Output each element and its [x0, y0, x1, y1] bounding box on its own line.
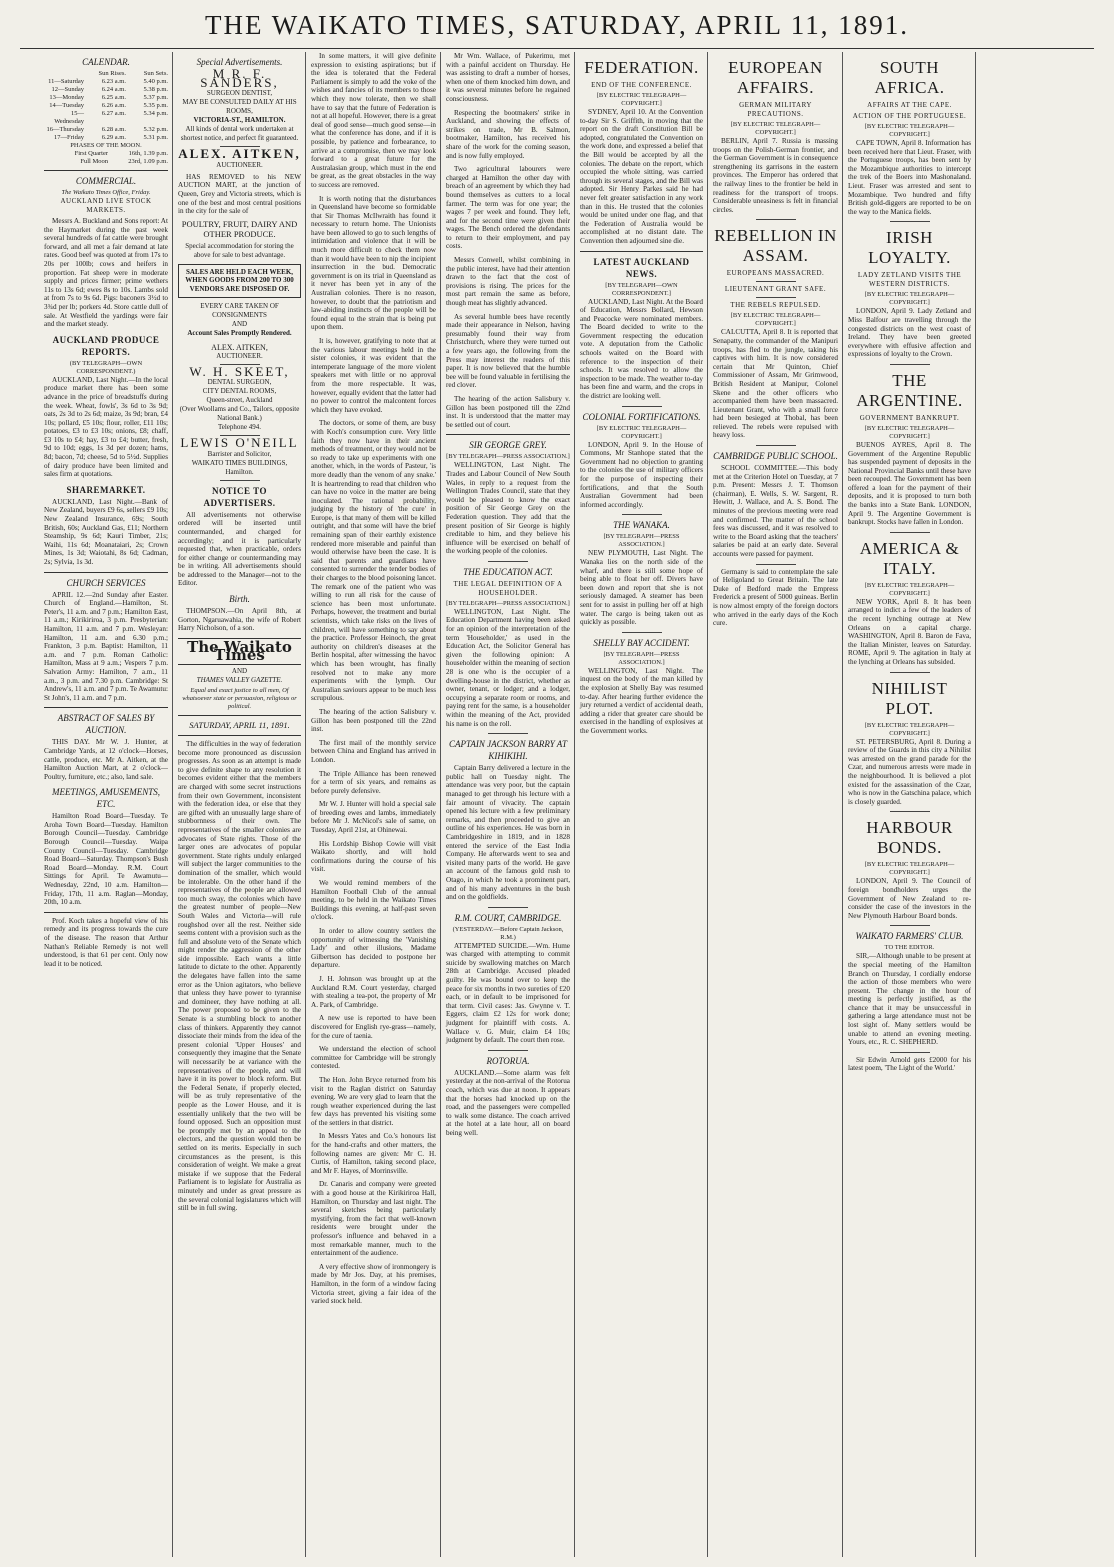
birth-text: THOMPSON.—On April 8th, at Gorton, Ngaruawahia, the wife of Robert Harry Nicholson, of a son.	[178, 607, 301, 633]
nihilist-telegraph: [BY ELECTRIC TELEGRAPH—COPYRIGHT.]	[864, 721, 955, 737]
shelly-text: WELLINGTON, Last Night. The inquest on the body of the man killed by the explosion at Shelly Bay was resumed to-day. After hearing further evidence the jury returned a verdict of accidental death, adding a rider that greater care should be exercised in the handling of explosives at the Government works.	[580, 666, 703, 735]
calendar-cell: 6.25 a.m.	[101, 94, 126, 101]
skeet-role: DENTAL SURGEON,	[207, 378, 272, 387]
dentist-line: MAY BE CONSULTED DAILY AT HIS ROOMS,	[182, 98, 297, 116]
news-item: We would remind members of the Hamilton Football Club of the annual meeting, to be held in the Waikato Times Buildings this evening, at half-past seven o'clock.	[311, 879, 436, 922]
education-telegraph: [BY TELEGRAPH—PRESS ASSOCIATION.]	[446, 599, 570, 607]
news-item: Mr Wm. Wallace, of Pukerimu, met with a painful accident on Thursday. He was assisting to draft a number of horses, when one of them knocked him down, and it was several minutes before he regained consciousness.	[446, 52, 570, 103]
section-rule	[44, 707, 168, 708]
south-africa-subtitle: ACTION OF THE PORTUGUESE.	[852, 112, 967, 120]
final-note: Sir Edwin Arnold gets £2000 for his latest poem, 'The Light of the World.'	[848, 1055, 971, 1073]
column-6	[709, 52, 842, 1557]
fortifications-subtitle: [BY ELECTRIC TELEGRAPH—COPYRIGHT.]	[596, 424, 687, 440]
news-item: A very effective show of ironmongery is made by Mr Jos. Day, at his premises, Hamilton, in the form of a window facing Victoria street, giving a fair idea of the varied stock held.	[311, 1262, 436, 1306]
barry-text: Captain Barry delivered a lecture in the public hall on Tuesday night. The attendance was very poor, but the captain managed to get through his lecture with a fair amount of vivacity. The captain opened his lecture with a few preliminary remarks, and then proceeded to give an outline of his experiences. He was born in Cambridgeshire in 1819, and in 1828 entered the service of the East India Company. He afterwards went to sea and visited many parts of the world. He gave an account of the famous gold rush to Otago, in which he took a prominent part, and of his many adventures in the bush and on the goldfields.	[446, 764, 570, 902]
commercial-subtitle: The Waikato Times Office, Friday.	[61, 189, 151, 196]
education-title: THE EDUCATION ACT.	[463, 566, 553, 577]
section-rule	[488, 561, 528, 562]
paper-subtitle: THAMES VALLEY GAZETTE.	[196, 676, 283, 685]
america-title: AMERICA & ITALY.	[859, 538, 960, 578]
section-rule	[44, 912, 168, 913]
skeet-line: Queen-street, Auckland	[206, 396, 273, 405]
calendar-header	[44, 70, 84, 78]
wanaka-title: THE WANAKA.	[613, 520, 670, 531]
notice-text: All advertisements not otherwise ordered will be inserted until countermanded, and charged for accordingly; and it is particularly requested that, when practicable, orders for either change or countermanding may be in writing. All advertisements should be addressed to the Manager—not to the Editor.	[178, 510, 301, 588]
irish-subtitle: LADY ZETLAND VISITS THE WESTERN DISTRICTS.	[857, 271, 962, 289]
sales-text: THIS DAY. Mr W. J. Hunter, at Cambridge Yards, at 12 o'clock—Horses, cattle, produce, etc. Mr A. Aitken, at the Hamilton Auction Mart, at 2 o'clock—Poultry, furniture, etc.; also, land sale.	[44, 738, 168, 781]
assam-telegraph: [BY ELECTRIC TELEGRAPH—COPYRIGHT.]	[730, 312, 821, 328]
paper-and: AND	[231, 667, 248, 676]
calendar-cell: 5.37 p.m.	[143, 94, 168, 101]
south-africa-telegraph: [BY ELECTRIC TELEGRAPH—COPYRIGHT.]	[864, 123, 955, 138]
news-item: A new use is reported to have been discovered for English rye-grass—namely, for the cure of taenia.	[311, 1014, 436, 1040]
section-rule	[178, 735, 301, 736]
nihilist-text: ST. PETERSBURG, April 8. During a review of the Guards in this city a Nihilist was arrested on the grand parade for the Czar, and numerous arrests were made in the neighbourhood. It is believed a plot existed for the assassination of the Czar, who is now in the Gatschina palace, which is closely guarded.	[848, 737, 971, 806]
assam-subtitle: EUROPEANS MASSACRED.	[726, 269, 825, 278]
section-rule	[622, 632, 662, 633]
education-text: WELLINGTON, Last Night. The Education Department having been asked for an opinion of the interpretation of the term 'Householder,' as used in the Education Act, the Solicitor General has given the following opinion: A householder within the meaning of section 28 is one who is the occupier of a dwelling-house in the district, whether as owner, tenant, or lodger; and a lodger, occupying a separate room or rooms, and paying rent for the same, is a householder within the meaning of the Act, provided his name is on the roll.	[446, 607, 570, 728]
european-subtitle: GERMAN MILITARY PRECAUTIONS.	[739, 101, 812, 118]
calendar-cell: 6.27 a.m.	[101, 110, 126, 117]
moon-cell: First Quarter	[74, 150, 108, 157]
article-paragraph: The doctors, or some of them, are busy with Koch's consumption cure. Very little faith they now have in their ancient methods of treatment, or they would not be so ready to take up experiments with one another, which, in the words of Pasteur, 'is more deadly than the venom of any snake.' It is heartrending to read that children who can have no voice in the matter are being inoculated. The rational probability, judging by the history of 'the cure' in Europe, is that many of them will be killed outright, and that some will have the brief remaining span of their earthly existence rendered more miserable and painful than would otherwise have been the case. It is said that parents and guardians have consented to surrender the tender bodies of their charges to the blood poisoning lancet. The remark one of the patient who was willing to run all risk for the cause of science has been most unfortunate. Perhaps, however, the treatment and burial scientists, which take risks on the lives of children, will have something to say about the practice. Professor Heinoch, the great authority on children's diseases at the Berlin hospital, after witnessing the havoc which has been wrought, has finally resolved not to make any more experiments with the lymph. Our Australian saviours appear to be much less scrupulous.	[311, 419, 436, 703]
nihilist-title: NIHILIST PLOT.	[871, 678, 948, 718]
rotorua-title: ROTORUA.	[486, 1055, 530, 1066]
section-rule	[890, 925, 930, 926]
section-rule	[756, 297, 796, 298]
news-item: Messrs Conwell, whilst combining in the public interest, have had their attention drawn to the fact that the cost of provisions is rising. The prices for the most part remain the same as before, though meat has slightly advanced.	[446, 256, 570, 308]
masthead: THE WAIKATO TIMES, SATURDAY, APRIL 11, 1891.	[204, 10, 910, 40]
news-item: The first mail of the monthly service between China and England has arrived in London.	[311, 738, 436, 764]
european-text: BERLIN, April 7. Russia is massing troops on the Polish-German frontier, and the German Government is in consequence strengthening its garrisons in the eastern provinces. The Emperor has ordered that the railway lines to the frontier be held in readiness for the transport of troops. Considerable uneasiness is felt in financial circles.	[713, 137, 838, 214]
leader-article: The difficulties in the way of federation become more pronounced as discussion progresses. As soon as an attempt is made to give definite shape to any resolution it becomes evident either that the members are charged with some secret instructions from their own Government, inconsistent with the federation idea, or else that they are gifted with an unusually large share of stubbornness of their own. The representatives of the smaller colonies are advocates of State rights. Those of the larger ones are advocates of popular government. State rights unduly enlarged will subject the larger communities to the domination of the smaller, which would be intolerable. On the other hand if the representatives of the people are allowed too much sway, the colonies which have the greatest number of people—New South Wales and Victoria—will rule roughshod over all the rest. Neither side seems content with a provision such as the full and absolute veto of the Senate which might render the aggression of the other side impossible. Each wants a little latitude to dictate to the other. Apparently the delegates have fallen into the same error as the Union agitators, who believe that unless they have power to tyrannise and domineer, they have nothing at all. The power proposed to be given to the Senate is a stumbling block to another class of thinkers. Apparently they cannot dissociate their minds from the idea of the present colonial 'Upper Houses' and consequently they imagine that the Senate will necessarily be at variance with the representatives of the people, and will have it in its power to block reform. But the Federal Senate, if properly elected, will be as truly representative of the people as the Lower House, and it is essentially unlikely that the two will be found opposed. Such an opposition must be promptly met by an appeal to the electors, and the question would then be settled on its merits. Especially in such circumstances as the present, is this consideration of weight. We make a great mistake if we suppose that the Federal Parliament is to legislate for Australia as minutely and under as great pressure as the several colonial legislatures which will still be in full swing.	[178, 740, 301, 1213]
section-rule	[178, 715, 301, 716]
section-rule	[488, 907, 528, 908]
auctioneer-name: ALEX. AITKEN,	[211, 342, 268, 352]
section-rule	[622, 514, 662, 515]
calendar-cell: 14—Tuesday	[49, 102, 84, 109]
cambridge-school-title: CAMBRIDGE PUBLIC SCHOOL.	[713, 451, 838, 462]
rotorua-text: AUCKLAND.—Some alarm was felt yesterday at the non-arrival of the Rotorua coach, which was due at noon. It appears that the horses had knocked up on the road, and the passengers were compelled to walk some distance. The coach arrived at the hotel at a late hour, all on board being well.	[446, 1068, 570, 1137]
section-rule	[44, 170, 168, 171]
section-rule	[890, 672, 930, 673]
calendar-cell: 15—Wednesday	[54, 110, 84, 125]
church-title: CHURCH SERVICES	[66, 577, 146, 588]
section-rule	[622, 406, 662, 407]
calendar-cell: 6.28 a.m.	[101, 126, 126, 133]
federation-title: FEDERATION.	[584, 58, 699, 77]
auckland-subtitle: [BY TELEGRAPH—OWN CORRESPONDENT.]	[605, 281, 678, 297]
barry-title: CAPTAIN JACKSON BARRY AT KIHIKIHI.	[449, 739, 567, 762]
south-africa-subtitle: AFFAIRS AT THE CAPE.	[867, 101, 952, 109]
farmers-club-text: SIR,—Although unable to be present at the special meeting of the Hamilton Branch on Thursday, I cordially endorse the action of those members who were present. The change in the hour of meeting is perfectly justified, as the chance that it may be unsuccessful in gathering a large attendance must not be lost sight of. Many settlers would be unable to attend an evening meeting. Yours, etc., R. C. SHEPHERD.	[848, 952, 971, 1047]
auctioneer-text: HAS REMOVED to his NEW AUCTION MART, at the junction of Queen, Grey and Victoria streets, which is one of the best and most central positions in the city for the sale of	[178, 172, 301, 216]
dentist-role: SURGEON DENTIST,	[206, 89, 273, 98]
calendar-cell: 5.40 p.m.	[143, 78, 168, 85]
auctioneer-role: AUCTIONEER.	[216, 351, 263, 360]
wanaka-text: NEW PLYMOUTH, Last Night. The Wanaka lies on the north side of the wharf, and there is still some hope of being able to float her off. Divers have been down and report that she is not seriously damaged. A steamer has been sent for to assist in pulling her off at high water. The cargo is being taken out as quickly as possible.	[580, 549, 703, 627]
oneill-name: LEWIS O'NEILL	[180, 435, 299, 451]
dentist-line: All kinds of dental work undertaken at shortest notice, and perfect fit guaranteed.	[180, 125, 299, 143]
auctioneer-role: AUCTIONEER.	[216, 160, 263, 169]
calendar-cell: 12—Sunday	[51, 86, 84, 93]
column-divider	[440, 52, 441, 1557]
ad-rule	[220, 480, 260, 481]
news-item: J. H. Johnson was brought up at the Auckland R.M. Court yesterday, charged with stealing a tea-pot, the property of Mr A. Park, of Cambridge.	[311, 974, 436, 1009]
grey-subtitle: [BY TELEGRAPH—PRESS ASSOCIATION.]	[446, 453, 570, 461]
argentine-title: THE ARGENTINE.	[856, 370, 963, 410]
fortifications-title: COLONIAL FORTIFICATIONS.	[582, 411, 701, 422]
column-divider	[707, 52, 708, 1557]
commercial-text: Messrs A. Buckland and Sons report: At the Haymarket during the past week several hundreds of fat cattle were brought forward, and all met a fair demand at late rates. Good beef was quoted at from 17s to 20s per 100lb; cows and heifers in proportion. Fat sheep were in moderate supply and prices firmer; prime wethers 11s to 13s 6d; ewes 8s to 10s. Lambs sold at from 7s to 9s 6d. Pigs: baconers 3½d to 3¾d per lb; porkers 4d. Store cattle dull of sale. At Westfield the yardings were fair and the market steady.	[44, 217, 168, 329]
produce-title: AUCKLAND PRODUCE REPORTS.	[52, 334, 160, 357]
consign-line: AND	[231, 319, 248, 328]
section-rule	[580, 251, 703, 252]
commercial-title: COMMERCIAL.	[75, 176, 137, 186]
calendar-cell: 6.26 a.m.	[101, 102, 126, 109]
irish-telegraph: [BY ELECTRIC TELEGRAPH—COPYRIGHT.]	[864, 291, 955, 307]
harbour-text: LONDON, April 9. The Council of foreign bondholders urges the Government of New Zealand to re-consider the case of the investors in the New Plymouth Harbour Board bonds.	[848, 877, 971, 920]
south-africa-text: CAPE TOWN, April 8. Information has been received here that Lieut. Fraser, with the Portuguese troops, has been sent by the Mozambique authorities to intercept the trek of the Boers into Mashonaland. Lieut. Fraser was arrested and sent to Mozambique. Two hundred and fifty British gold-diggers are reported to be on the way to the Manica fields.	[848, 139, 971, 216]
column-divider	[975, 52, 976, 1557]
produce-subtitle: (BY TELEGRAPH—OWN CORRESPONDENT.)	[69, 359, 143, 375]
cambridge-school-text: SCHOOL COMMITTEE.—This body met at the Criterion Hotel on Tuesday, at 7 p.m. Present: Messrs J. T. Thomson (chairman), E. Wells, S. W. Sargent, R. Hewitt, J. Wallace, and A. S. Bond. The minutes of the previous meeting were read and confirmed. The matter of the school fees was discussed, and it was resolved to write to the Board asking that the teachers' salaries be paid at an early date. Several accounts were passed for payment.	[713, 464, 838, 558]
news-item: Two agricultural labourers were charged at Hamilton the other day with breach of an agreement by which they had bound themselves as cutters to a local farmer. The term was for one year; the wages 7 per week and found. They left, and for the second time were given their wages. The Bench ordered the defendants to return to their employment, and pay costs.	[446, 165, 570, 251]
rm-court-text: ATTEMPTED SUICIDE.—Wm. Hume was charged with attempting to commit suicide by swallowing matches on March 28th at Cambridge. Accused pleaded guilty. He was bound over to keep the peace for six months in two sureties of £20 each, or in default to be imprisoned for that term. Civil cases: Jas. Gwynne v. T. Eggers, claim £2 12s for work done; judgment for plaintiff with costs. A. Wallace v. G. Muir, claim £4 10s; judgment by default. The court then rose.	[446, 941, 570, 1045]
column-1	[40, 52, 172, 1557]
notice-title: NOTICE TO ADVERTISERS.	[203, 485, 276, 508]
argentine-text: BUENOS AYRES, April 8. The Government of the Argentine Republic has suspended payment of deposits in the National Provincial Banks until these have been recouped. The Government has been offered a loan for the payment of their deposits, and it is proposed to turn both the banks into a State Bank. LONDON, April 9. The Argentine Government is bankrupt. Stocks have fallen in London.	[848, 440, 971, 527]
calendar-cell: 5.35 p.m.	[143, 102, 168, 109]
european-telegraph: [BY ELECTRIC TELEGRAPH—COPYRIGHT.]	[730, 121, 821, 136]
consign-line: EVERY CARE TAKEN OF CONSIGNMENTS	[200, 301, 279, 319]
federation-subtitle: END OF THE CONFERENCE.	[591, 81, 692, 89]
farmers-club-title: WAIKATO FARMERS' CLUB.	[855, 931, 964, 942]
federation-text: SYDNEY, April 10. At the Convention to-day Sir S. Griffith, in moving that the report on the draft Constitution Bill be adopted, congratulated the Convention on the work done, and expressed a belief that the Bill would be accepted by all the colonies. The debate on the report, which occupied the whole sitting, was carried through its several stages, and the Bill was adopted. Sir Henry Parkes said he had never felt greater satisfaction in any work than in this. He trusted that the colonies would be united under one flag, and that the Federation of Australia would be accomplished at no distant date. The Convention then adjourned sine die.	[580, 108, 703, 245]
special-ads-title: Special Advertisements.	[196, 57, 283, 67]
sales-title: ABSTRACT OF SALES BY AUCTION.	[57, 713, 155, 736]
shelly-title: SHELLY BAY ACCIDENT.	[593, 637, 690, 648]
auctioneer-special: Special accommodation for storing the above for sale to best advantage.	[185, 241, 294, 259]
news-item: In order to allow country settlers the opportunity of witnessing the 'Vanishing Lady' and other illusions, Madame Gilbertson has decided to postpone her departure.	[311, 927, 436, 970]
commercial-heading: AUCKLAND LIVE STOCK MARKETS.	[60, 197, 152, 214]
news-item: The hearing of the action Salisbury v. Gillon has been postponed till the 22nd inst. It is understood that the matter may be settled out of court.	[446, 394, 570, 429]
news-item: In Messrs Yates and Co.'s honours list for the hand-crafts and other matters, the following names are given: Mr C. H. Curtis, of Hamilton, taking second place, and Mr F. Hayes, of Morrinsville.	[311, 1132, 436, 1175]
news-item: The Triple Alliance has been renewed for a term of six years, and remains as before purely defensive.	[311, 769, 436, 795]
argentine-telegraph: [BY ELECTRIC TELEGRAPH—COPYRIGHT.]	[864, 424, 955, 440]
moon-title: PHASES OF THE MOON.	[70, 142, 142, 149]
section-rule	[756, 445, 796, 446]
section-rule	[890, 364, 930, 365]
section-rule	[756, 219, 796, 220]
shelly-subtitle: [BY TELEGRAPH—PRESS ASSOCIATION.]	[603, 650, 680, 666]
america-telegraph: [BY ELECTRIC TELEGRAPH—COPYRIGHT.]	[864, 581, 955, 597]
sharemarket-text: AUCKLAND, Last Night.—Bank of New Zealand, buyers £9 6s, sellers £9 10s; New Zealand Insurance, 69s; South British, 60s; Auckland Gas, £11; Northern Steamship, 9s 6d; Kauri Timber, 21s; Waihi, 11s 6d; Moanataiari, 2s; Crown Mines, 1s 3d; Waiotahi, 8s 6d; Cadman, 2s; Sylvia, 1s 3d.	[44, 497, 168, 566]
article-paragraph: It is worth noting that the disturbances in Queensland have become so formidable that Sir Thomas McIlwraith has found it necessary to return home. The Unionists have been allowed to go to such lengths of intimidation and violence that it will be much more difficult to check them now than it would have been to nip the incipient insurrection in the bud. Democratic government is on its trial in Queensland as it never has been yet in any of the Australian colonies. There is no reason, however, to doubt that the patriotism and law-abiding instincts of the people will be found equal to the strain that is being put upon them.	[311, 194, 436, 332]
paper-title: The Waikato Times	[178, 638, 301, 665]
news-item: The Hon. John Bryce returned from his visit to the Raglan district on Saturday evening. We are very glad to learn that the rough weather experienced during the last few days has prevented his visiting some of the settlers in that district.	[311, 1075, 436, 1127]
final-paragraph: Prof. Koch takes a hopeful view of his remedy and its progress towards the cure of the disease. The reason that Arthur Nathan's Reliable Remedy is not well understood, is that 61 per cent. Only now lead it to be noticed.	[44, 916, 168, 968]
calendar-title: CALENDAR.	[82, 57, 130, 67]
news-item: We understand the election of school committee for Cambridge will be strongly contested.	[311, 1045, 436, 1071]
wanaka-subtitle: [BY TELEGRAPH—PRESS ASSOCIATION.]	[603, 533, 680, 549]
farmers-club-to: TO THE EDITOR.	[884, 944, 935, 952]
news-item: His Lordship Bishop Cowie will visit Waikato shortly, and will hold confirmations during the course of his visit.	[311, 839, 436, 874]
assam-subtitle: THE REBELS REPULSED.	[730, 301, 821, 310]
calendar-cell: 17—Friday	[54, 134, 84, 141]
calendar-cell: 11—Saturday	[48, 78, 84, 85]
argentine-subtitle: GOVERNMENT BANKRUPT.	[859, 413, 960, 422]
assam-text: CALCUTTA, April 8. It is reported that Senapatty, the commander of the Manipuri troops, has fled to the jungle, taking his captives with him. It is now considered certain that Mr Quinton, Chief Commissioner of Assam, Mr Grimwood, British Resident at Manipur, Colonel Skene and the other officers who accompanied them have been massacred. Lieutenant Grant, who with a small force had been besieged at Thobal, has been relieved. The rebels were repulsed with heavy loss.	[713, 328, 838, 440]
news-item: As several humble bees have recently made their appearance in Nelson, having presumably found their way from Christchurch, where they were turned out a few years ago, the following from the Press may interest the readers of this paper. It is now believed that the humble bee will be found valuable in fertilising the red clover.	[446, 312, 570, 390]
section-rule	[890, 221, 930, 222]
oneill-line: Hamilton.	[225, 467, 254, 476]
calendar-table	[44, 70, 168, 166]
calendar-cell: 5.34 p.m.	[143, 110, 168, 117]
article-paragraph: It is, however, gratifying to note that at the various labour meetings held in the sister colonies, it was evident that the intemperate language of the more violent speakers met with little or no approval from the more respectable. It was, however, equally evident that the latter had no power to control the malcontent forces which they have evoked.	[311, 337, 436, 414]
section-rule	[890, 811, 930, 812]
section-rule	[446, 434, 570, 435]
calendar-cell: 16—Thursday	[46, 126, 84, 133]
skeet-line: Telephone 494.	[217, 423, 262, 432]
meetings-text: Hamilton Road Board—Tuesday. Te Aroha Town Board—Tuesday. Hamilton Borough Council—Tuesday. Cambridge Borough Council—Tuesday. Waipa County Council—Tuesday. Cambridge Road Board—Saturday. Thompson's Bush Road Board—Monday. R.M. Court Sittings for April. Te Awamutu—Wednesday, 22nd, 10 a.m. Hamilton—Friday, 17th, 11 a.m. Raglan—Monday, 20th, 10 a.m.	[44, 812, 168, 907]
auctioneer-box: SALES ARE HELD EACH WEEK, WHEN GOODS FROM 200 TO 300 VENDORS ARE DISPOSED OF.	[178, 264, 301, 298]
news-item: Dr. Canaris and company were greeted with a good house at the Kirikiriroa Hall, Hamilton, on Thursday and last night. The several sketches being particularly mystifying, from the fact that well-known residents were brought under the professor's influence and behaved in a most remarkable manner, much to the entertainment of the audience.	[311, 1180, 436, 1258]
column-2	[174, 52, 305, 1557]
education-subtitle: THE LEGAL DEFINITION OF A HOUSEHOLDER.	[453, 579, 563, 597]
meetings-title: MEETINGS, AMUSEMENTS, ETC.	[51, 787, 161, 810]
skeet-line: CITY DENTAL ROOMS,	[202, 387, 277, 396]
moon-cell: Full Moon	[80, 158, 108, 165]
calendar-header: Sun Sets.	[143, 70, 168, 77]
produce-text: AUCKLAND, Last Night.—In the local produce market there has been some advance in the price of breadstuffs during the week. Wheat, fowls', 3s 6d to 3s 9d; oats, 2s 3d to 2s 6d; maize, 3s 9d; bran, £4 10s; pollard, £5 10s; flour, roller, £11 10s; potatoes, £3 to £3 10s; onions, £8; chaff, £3 10s to £4; hay, £3 to £4; butter, fresh, 9d to 10d; eggs, 1s 3d per dozen; hams, 8d; bacon, 7d; cheese, 5d to 5½d. Supplies of dairy produce have been limited and sales firm at quotations.	[44, 375, 168, 479]
rm-court-title: R.M. COURT, CAMBRIDGE.	[454, 912, 562, 923]
dentist-name: M R. F. SANDERS,	[200, 66, 279, 90]
masthead-rule	[20, 48, 1094, 49]
news-item: The hearing of the action Salisbury v. Gillon has been postponed till the 22nd inst.	[311, 707, 436, 734]
section-rule	[488, 733, 528, 734]
oneill-line: WAIKATO TIMES BUILDINGS,	[191, 458, 288, 467]
sharemarket-title: SHAREMARKET.	[66, 484, 146, 495]
fortifications-text: LONDON, April 9. In the House of Commons, Mr Stanhope stated that the Government had no objection to granting to the colonies the use of military officers for the purpose of inspecting their fortifications, and that the South Australian Government had been informed accordingly.	[580, 440, 703, 509]
column-divider	[574, 52, 575, 1557]
calendar-cell: 6.23 a.m.	[101, 78, 126, 85]
consign-line: Account Sales Promptly Rendered.	[187, 328, 292, 337]
calendar-cell: 6.29 a.m.	[101, 134, 126, 141]
calendar-cell: 5.32 p.m.	[143, 126, 168, 133]
section-rule	[44, 572, 168, 573]
auckland-text: AUCKLAND, Last Night. At the Board of Education, Messrs Bollard, Hewson and Peacocke were nominated members. The Board decided to write to the Government respecting the education vote. A deputation from the Catholic schools waited on the Board with reference to the inspection of their schools. It was resolved to allow the inspection to be made. The weather to-day has been fine and warm, and the crops in the district are looking well.	[580, 297, 703, 401]
calendar-header: Sun Rises.	[98, 70, 126, 77]
column-3	[307, 52, 440, 1557]
moon-cell: 16th, 1.39 p.m.	[128, 150, 168, 157]
paper-date: SATURDAY, APRIL 11, 1891.	[189, 720, 290, 731]
harbour-title: HARBOUR BONDS.	[866, 818, 953, 858]
column-4	[442, 52, 574, 1557]
paper-motto: Equal and exact justice to all men, Of whatsoever state or persuasion, religious or political.	[182, 687, 297, 711]
notes-text: Germany is said to contemplate the sale of Heligoland to Great Britain. The late Duke of Bedford made the Empress Frederick a present of 5000 guineas. Berlin is now almost empty of the foreign doctors who arrived in the early days of the Koch cure.	[713, 567, 838, 628]
calendar-cell: 6.24 a.m.	[101, 86, 126, 93]
assam-title: REBELLION IN ASSAM.	[714, 226, 837, 266]
america-text: NEW YORK, April 8. It has been arranged to indict a few of the leaders of the recent lynching outrage at New Orleans on a capital charge. WASHINGTON, April 8. Baron de Fava, the Italian Minister, leaves on Saturday. ROME, April 9. The agitation in Italy at the lynching at Orleans has subsided.	[848, 597, 971, 666]
section-rule	[756, 564, 796, 565]
section-rule	[756, 281, 796, 282]
auctioneer-name: ALEX. AITKEN,	[178, 146, 301, 162]
article-paragraph: In some matters, it will give definite expression to existing aspirations; but if the idea is tolerated that the Federal Parliament is simply to add the voke of the wishes and fancies of its members to those which they now tolerate, then we shall have to say that the future of Federation is not at all hopeful. However, there is a great deal of good sense—much good sense—in what the conference has done, and if it is possible, by patience and forbearance, to arrive at a compromise, then we may look forward to a great future for the Australasian group, which must in the end be great, as the great obstacles in the way to success are removed.	[311, 52, 436, 189]
column-divider	[172, 52, 173, 1557]
column-divider	[842, 52, 843, 1557]
column-5	[576, 52, 707, 1557]
skeet-line: (Over Woollams and Co., Tailors, opposite National Bank.)	[179, 405, 300, 423]
calendar-cell: 5.31 p.m.	[143, 134, 168, 141]
grey-title: SIR GEORGE GREY.	[469, 440, 547, 451]
oneill-line: Barrister and Solicitor,	[207, 449, 272, 458]
harbour-telegraph: [BY ELECTRIC TELEGRAPH—COPYRIGHT.]	[864, 861, 955, 877]
moon-cell: 23rd, 1.09 p.m.	[128, 158, 168, 165]
section-rule	[890, 532, 930, 533]
irish-title: IRISH LOYALTY.	[868, 228, 951, 268]
rm-court-subtitle: (YESTERDAY.—Before Captain Jackson, R.M.)	[452, 925, 564, 941]
auctioneer-goods: POULTRY, FRUIT, DAIRY AND OTHER PRODUCE.	[181, 218, 298, 239]
south-africa-title: SOUTH AFRICA.	[874, 58, 945, 97]
european-title: EUROPEAN AFFAIRS.	[728, 58, 823, 97]
assam-subtitle: LIEUTENANT GRANT SAFE.	[724, 285, 827, 294]
dentist-line: VICTORIA-ST., HAMILTON.	[193, 116, 286, 125]
birth-title: Birth.	[229, 594, 250, 605]
federation-telegraph: [BY ELECTRIC TELEGRAPH—COPYRIGHT.]	[596, 92, 687, 107]
church-text: APRIL 12.—2nd Sunday after Easter. Church of England.—Hamilton, St. Peter's, 11 a.m. and 7 p.m.; Hamilton East, 11 a.m.; Kirikiriroa, 3 p.m. Presbyterian: Hamilton, 11 a.m. and 7 p.m. Wesleyan: Hamilton, 11 a.m. and 6.30 p.m.; Frankton, 3 p.m. Baptist: Hamilton, 11 a.m. and 7 p.m. Roman Catholic: Hamilton, Mass at 9 a.m.; Vespers 7 p.m. Salvation Army: Hamilton, 7 a.m., 11 a.m., 3 p.m. and 7.30 p.m. Cambridge: St Andrew's, 11 a.m. and 7 p.m. Te Awamutu: St John's, 11 a.m. and 7 p.m.	[44, 590, 168, 702]
news-item: Respecting the bootmakers' strike in Auckland, and showing the effects of strikes on trade, Mr B. Salmon, bootmaker, Hamilton, has received his share of the work for the coming season, and is now fully employed.	[446, 108, 570, 160]
grey-text: WELLINGTON, Last Night. The Trades and Labour Council of New South Wales, in reply to a request from the Wellington Trades Council, state that they would be pleased to know the exact position of Sir George Grey on the Federation question. They add that the present position of Sir George is highly creditable to him, and they believe his influence will be exercised on behalf of the working people of the colonies.	[446, 461, 570, 556]
column-7	[844, 52, 975, 1557]
skeet-name: W. H. SKEET,	[189, 363, 290, 379]
auckland-title: LATEST AUCKLAND NEWS.	[593, 256, 690, 279]
section-rule	[890, 1052, 930, 1053]
calendar-cell: 5.38 p.m.	[143, 86, 168, 93]
column-divider	[305, 52, 306, 1557]
news-item: Mr W. J. Hunter will hold a special sale of breeding ewes and lambs, immediately before Mr J. McNicol's sale of same, on Tuesday, April 21st, at Ohinewai.	[311, 800, 436, 835]
calendar-cell: 13—Monday	[49, 94, 84, 101]
irish-text: LONDON, April 9. Lady Zetland and Miss Balfour are travelling through the congested districts on the west coast of Ireland. They have been greeted everywhere with effusive affection and expressions of loyalty to the Crown.	[848, 307, 971, 359]
section-rule	[488, 1050, 528, 1051]
